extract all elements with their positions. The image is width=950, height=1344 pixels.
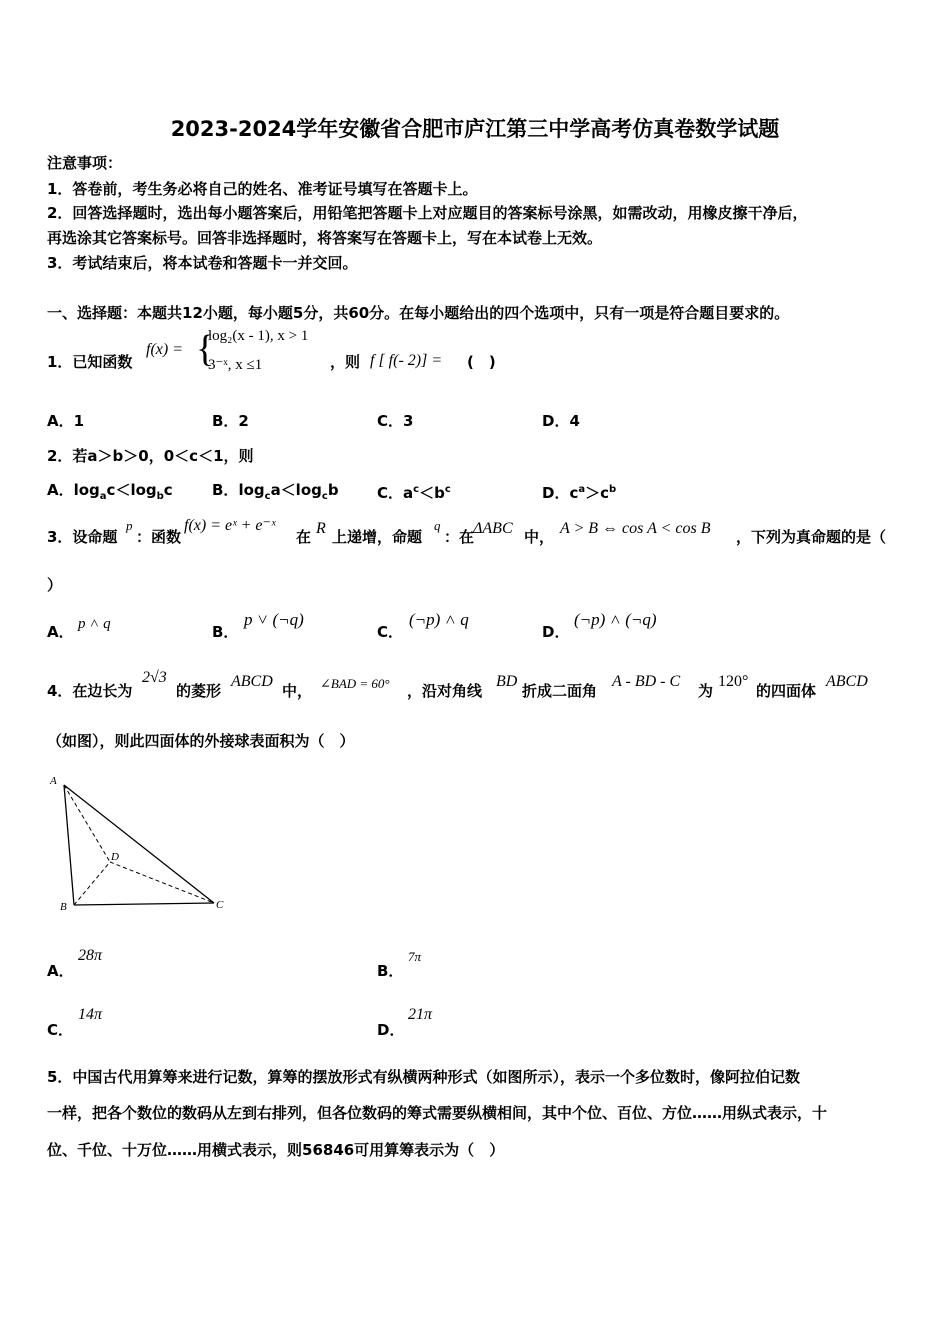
notice-item-3: 3．考试结束后，将本试卷和答题卡一并交回。 bbox=[47, 254, 358, 272]
q1-option-a: A．1 bbox=[47, 412, 85, 430]
q4-line-2: （如图），则此四面体的外接球表面积为（ ） bbox=[47, 732, 355, 750]
q1-prefix: 1．已知函数 bbox=[47, 353, 133, 371]
q3-colon2: ：在 bbox=[444, 528, 475, 546]
q1-option-d: D．4 bbox=[542, 412, 580, 430]
q4-side: 2√3 bbox=[142, 669, 167, 686]
q3-option-a-math: p ˄ q bbox=[78, 616, 111, 632]
q3-tail: ，下列为真命题的是（ bbox=[736, 528, 887, 546]
q4-bd: BD bbox=[496, 673, 518, 690]
edge-ad bbox=[64, 785, 110, 862]
vertex-label-c: C bbox=[216, 899, 224, 911]
vertex-label-d: D bbox=[111, 851, 119, 863]
q4-tetra: 的四面体 bbox=[756, 682, 817, 700]
q4-option-b-label: B． bbox=[377, 962, 404, 980]
notice-heading: 注意事项： bbox=[47, 154, 123, 172]
q3-prefix: 3．设命题 bbox=[47, 528, 118, 546]
q4-abcd-2: ABCD bbox=[826, 673, 868, 690]
tetrahedron-figure bbox=[44, 772, 234, 917]
q4-dihedral: 折成二面角 bbox=[522, 682, 598, 700]
q3-colon1: ：函数 bbox=[136, 528, 182, 546]
q3-close: ） bbox=[47, 576, 63, 594]
q2-option-b: B．$\log_ca<\log_cb$ bbox=[212, 481, 339, 502]
q3-dec: 上递增，命题 bbox=[332, 528, 423, 546]
q2-stem: 2．若a＞b＞0，0＜c＜1，则 bbox=[47, 447, 254, 465]
edge-ac bbox=[64, 785, 214, 903]
q4-deg: 120° bbox=[718, 673, 749, 690]
q4-wei: 为 bbox=[698, 682, 714, 700]
q4-abcd-1: ABCD bbox=[231, 673, 273, 690]
q4-fold: ，沿对角线 bbox=[407, 682, 483, 700]
q4-zhong: 中， bbox=[282, 682, 313, 700]
q3-triangle: ΔABC bbox=[473, 520, 513, 537]
q4-option-d-label: D． bbox=[377, 1021, 405, 1039]
q3-option-c-label: C． bbox=[377, 623, 404, 641]
q4-option-b-math: 7π bbox=[408, 949, 422, 964]
q4-option-a-label: A． bbox=[47, 962, 74, 980]
q3-option-d-math: (¬p) ˄ (¬q) bbox=[574, 610, 657, 629]
q2-option-d: D．$c^a>c^b$ bbox=[542, 484, 617, 502]
q2-option-a: A．$\log_ac<\log_bc$ bbox=[47, 481, 173, 502]
q4-option-c-math: 14π bbox=[78, 1006, 103, 1023]
q3-option-a-label: A． bbox=[47, 623, 74, 641]
vertex-label-a: A bbox=[50, 775, 57, 787]
q3-zhong: 中， bbox=[524, 528, 555, 546]
q3-equiv: A > B ⇔ cos A < cos B bbox=[560, 520, 711, 537]
page-title: 2023-2024学年安徽省合肥市庐江第三中学高考仿真卷数学试题 bbox=[170, 117, 780, 141]
q5-line-2: 一样，把各个数位的数码从左到右排列，但各位数码的筹式需要纵横相间，其中个位、百位、方位……用纵式表示，十 bbox=[47, 1104, 828, 1122]
q4-option-a-math: 28π bbox=[78, 947, 103, 964]
q3-p: p bbox=[126, 518, 133, 533]
q1-expr: f [ f(- 2)] = bbox=[370, 352, 443, 369]
notice-item-1: 1．答卷前，考生务必将自己的姓名、准考证号填写在答题卡上。 bbox=[47, 180, 478, 198]
q3-in: 在 bbox=[296, 528, 312, 546]
q1-fx: f(x) = bbox=[146, 341, 183, 358]
q3-option-d-label: D． bbox=[542, 623, 570, 641]
q3-option-b-math: p ˅ (¬q) bbox=[244, 610, 304, 629]
notice-item-2: 2．回答选择题时，选出每小题答案后，用铅笔把答题卡上对应题目的答案标号涂黑，如需改动，用橡皮擦干净后， bbox=[47, 204, 808, 222]
q1-answer-paren: ( ) bbox=[467, 353, 496, 371]
edge-bc bbox=[74, 903, 214, 905]
q1-option-b: B．2 bbox=[212, 412, 249, 430]
q4-rhombus: 的菱形 bbox=[176, 682, 222, 700]
q3-option-c-math: (¬p) ˄ q bbox=[409, 610, 469, 629]
q4-abdc: A - BD - C bbox=[612, 673, 681, 690]
q3-option-b-label: B． bbox=[212, 623, 239, 641]
q2-option-c: C．$a^c<b^c$ bbox=[377, 484, 451, 502]
q5-line-3: 位、千位、十万位……用横式表示，则56846可用算筹表示为（ ） bbox=[47, 1141, 505, 1159]
vertex-label-b: B bbox=[60, 901, 67, 913]
notice-item-2-cont: 再选涂其它答案标号。回答非选择题时，将答案写在答题卡上，写在本试卷上无效。 bbox=[47, 229, 603, 247]
q1-brace: { bbox=[196, 328, 215, 370]
edge-ab bbox=[64, 785, 74, 905]
q3-q: q bbox=[434, 518, 441, 533]
section-heading: 一、选择题：本题共12小题，每小题5分，共60分。在每小题给出的四个选项中，只有一项是符合题目要求的。 bbox=[47, 304, 790, 322]
q1-option-c: C．3 bbox=[377, 412, 414, 430]
q4-option-c-label: C． bbox=[47, 1021, 74, 1039]
edge-dc bbox=[110, 862, 214, 903]
q4-angle: ∠BAD = 60° bbox=[320, 676, 390, 691]
q4-option-d-math: 21π bbox=[408, 1006, 433, 1023]
q4-prefix: 4．在边长为 bbox=[47, 682, 133, 700]
q5-line-1: 5．中国古代用算筹来进行记数，算筹的摆放形式有纵横两种形式（如图所示），表示一个多位数时，像阿拉伯记数 bbox=[47, 1068, 800, 1086]
edge-bd bbox=[74, 862, 110, 905]
q3-R: R bbox=[316, 520, 326, 537]
q1-mid: ，则 bbox=[330, 353, 361, 371]
q1-case1: log₂(x - 1), x > 1 bbox=[208, 328, 309, 344]
q1-case2: 3⁻ˣ, x ≤1 bbox=[208, 357, 263, 373]
q3-fx: f(x) = eˣ + e⁻ˣ bbox=[184, 517, 276, 534]
